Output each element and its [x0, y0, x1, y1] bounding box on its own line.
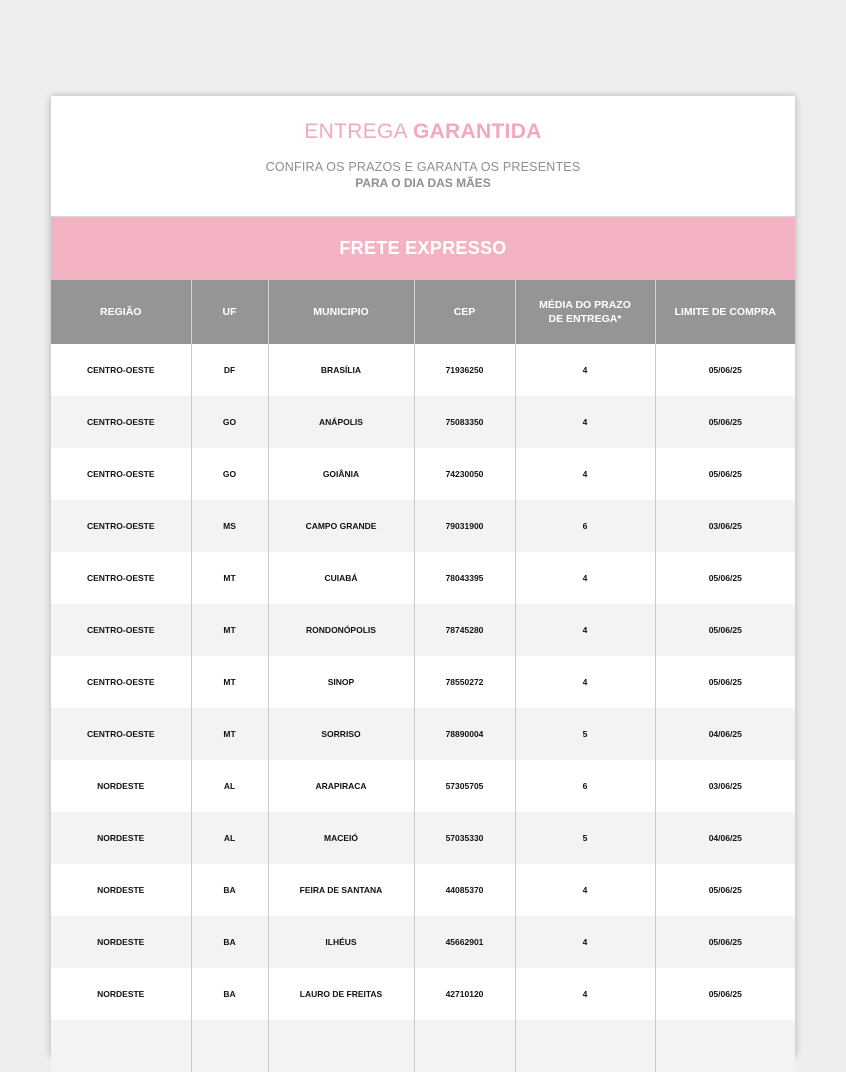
- cell-uf: DF: [191, 344, 268, 396]
- cell-prazo: 4: [515, 604, 655, 656]
- cell-uf: AL: [191, 760, 268, 812]
- cell-uf: BA: [191, 968, 268, 1020]
- cell-limite: 03/06/25: [655, 500, 795, 552]
- table-row: [51, 760, 795, 812]
- cell-limite: [655, 1020, 795, 1072]
- cell-limite: 04/06/25: [655, 708, 795, 760]
- table-row: [51, 344, 795, 396]
- column-header-municipio: MUNICIPIO: [268, 280, 414, 344]
- cell-prazo: 4: [515, 552, 655, 604]
- cell-uf: BA: [191, 864, 268, 916]
- cell-cep: 78043395: [414, 552, 515, 604]
- cell-limite: 05/06/25: [655, 396, 795, 448]
- cell-cep: 57035330: [414, 812, 515, 864]
- cell-prazo: 5: [515, 708, 655, 760]
- cell-cep: 71936250: [414, 344, 515, 396]
- cell-uf: MS: [191, 500, 268, 552]
- column-header-prazo: [515, 280, 655, 344]
- cell-uf: MT: [191, 656, 268, 708]
- cell-regiao: NORDESTE: [51, 916, 191, 968]
- cell-limite: 05/06/25: [655, 604, 795, 656]
- cell-limite: 05/06/25: [655, 448, 795, 500]
- table-row: [51, 864, 795, 916]
- table-body: [51, 344, 795, 1072]
- section-band-label: FRETE EXPRESSO: [339, 238, 507, 258]
- cell-cep: 75083350: [414, 396, 515, 448]
- cell-cep: 42710120: [414, 968, 515, 1020]
- cell-cep: 74230050: [414, 448, 515, 500]
- cell-prazo: 5: [515, 812, 655, 864]
- cell-uf: AL: [191, 812, 268, 864]
- cell-municipio: FEIRA DE SANTANA: [268, 864, 414, 916]
- cell-regiao: CENTRO-OESTE: [51, 552, 191, 604]
- cell-prazo: 4: [515, 448, 655, 500]
- cell-regiao: NORDESTE: [51, 864, 191, 916]
- cell-uf: MT: [191, 604, 268, 656]
- cell-prazo: 4: [515, 656, 655, 708]
- cell-limite: 05/06/25: [655, 552, 795, 604]
- cell-prazo: 6: [515, 500, 655, 552]
- table-row: [51, 604, 795, 656]
- table-row: [51, 500, 795, 552]
- column-header-regiao: REGIÃO: [51, 280, 191, 344]
- cell-prazo: [515, 1020, 655, 1072]
- cell-regiao: NORDESTE: [51, 760, 191, 812]
- cell-regiao: CENTRO-OESTE: [51, 708, 191, 760]
- title-light: ENTREGA: [304, 120, 413, 143]
- sheet-header: [51, 96, 795, 216]
- column-header-limite: LIMITE DE COMPRA: [655, 280, 795, 344]
- cell-municipio: [268, 1020, 414, 1072]
- cell-municipio: SORRISO: [268, 708, 414, 760]
- cell-cep: 44085370: [414, 864, 515, 916]
- cell-uf: GO: [191, 448, 268, 500]
- delivery-table: [51, 280, 795, 1072]
- cell-limite: 03/06/25: [655, 760, 795, 812]
- delivery-sheet: [51, 96, 795, 1056]
- cell-cep: 79031900: [414, 500, 515, 552]
- cell-municipio: ILHÉUS: [268, 916, 414, 968]
- cell-regiao: CENTRO-OESTE: [51, 604, 191, 656]
- cell-regiao: CENTRO-OESTE: [51, 656, 191, 708]
- cell-limite: 05/06/25: [655, 968, 795, 1020]
- cell-prazo: 4: [515, 864, 655, 916]
- cell-regiao: NORDESTE: [51, 812, 191, 864]
- cell-uf: MT: [191, 708, 268, 760]
- table-row: [51, 916, 795, 968]
- cell-regiao: NORDESTE: [51, 968, 191, 1020]
- cell-regiao: CENTRO-OESTE: [51, 500, 191, 552]
- title-bold: GARANTIDA: [412, 120, 542, 143]
- cell-limite: 05/06/25: [655, 916, 795, 968]
- column-header-cep: CEP: [414, 280, 515, 344]
- cell-limite: 05/06/25: [655, 344, 795, 396]
- cell-regiao: CENTRO-OESTE: [51, 396, 191, 448]
- cell-cep: 45662901: [414, 916, 515, 968]
- cell-limite: 04/06/25: [655, 812, 795, 864]
- table-row: [51, 968, 795, 1020]
- section-band: [51, 216, 795, 280]
- cell-municipio: GOIÂNIA: [268, 448, 414, 500]
- cell-uf: MT: [191, 552, 268, 604]
- cell-limite: 05/06/25: [655, 864, 795, 916]
- cell-prazo: 4: [515, 396, 655, 448]
- table-row: [51, 448, 795, 500]
- cell-cep: 78745280: [414, 604, 515, 656]
- cell-prazo: 4: [515, 916, 655, 968]
- cell-cep: [414, 1020, 515, 1072]
- cell-uf: BA: [191, 916, 268, 968]
- cell-municipio: SINOP: [268, 656, 414, 708]
- cell-uf: [191, 1020, 268, 1072]
- cell-municipio: ARAPIRACA: [268, 760, 414, 812]
- cell-prazo: 4: [515, 344, 655, 396]
- cell-municipio: CAMPO GRANDE: [268, 500, 414, 552]
- cell-uf: GO: [191, 396, 268, 448]
- column-header-uf: UF: [191, 280, 268, 344]
- cell-regiao: CENTRO-OESTE: [51, 448, 191, 500]
- cell-regiao: [51, 1020, 191, 1072]
- cell-municipio: BRASÍLIA: [268, 344, 414, 396]
- table-row: [51, 812, 795, 864]
- cell-cep: 78550272: [414, 656, 515, 708]
- cell-cep: 57305705: [414, 760, 515, 812]
- table-row: [51, 1020, 795, 1072]
- subtitle-line-1: CONFIRA OS PRAZOS E GARANTA OS PRESENTES: [265, 160, 581, 174]
- table-row: [51, 656, 795, 708]
- cell-limite: 05/06/25: [655, 656, 795, 708]
- table-row: [51, 708, 795, 760]
- cell-municipio: MACEIÓ: [268, 812, 414, 864]
- cell-cep: 78890004: [414, 708, 515, 760]
- cell-prazo: 4: [515, 968, 655, 1020]
- table-header-row: [51, 280, 795, 344]
- cell-municipio: CUIABÁ: [268, 552, 414, 604]
- cell-municipio: ANÁPOLIS: [268, 396, 414, 448]
- cell-municipio: RONDONÓPOLIS: [268, 604, 414, 656]
- cell-municipio: LAURO DE FREITAS: [268, 968, 414, 1020]
- cell-prazo: 6: [515, 760, 655, 812]
- table-row: [51, 396, 795, 448]
- column-header-prazo-label: MÉDIA DO PRAZO DE ENTREGA*: [539, 299, 631, 325]
- table-row: [51, 552, 795, 604]
- cell-regiao: CENTRO-OESTE: [51, 344, 191, 396]
- subtitle-line-2: PARA O DIA DAS MÃES: [355, 176, 491, 190]
- page-title: [51, 120, 795, 144]
